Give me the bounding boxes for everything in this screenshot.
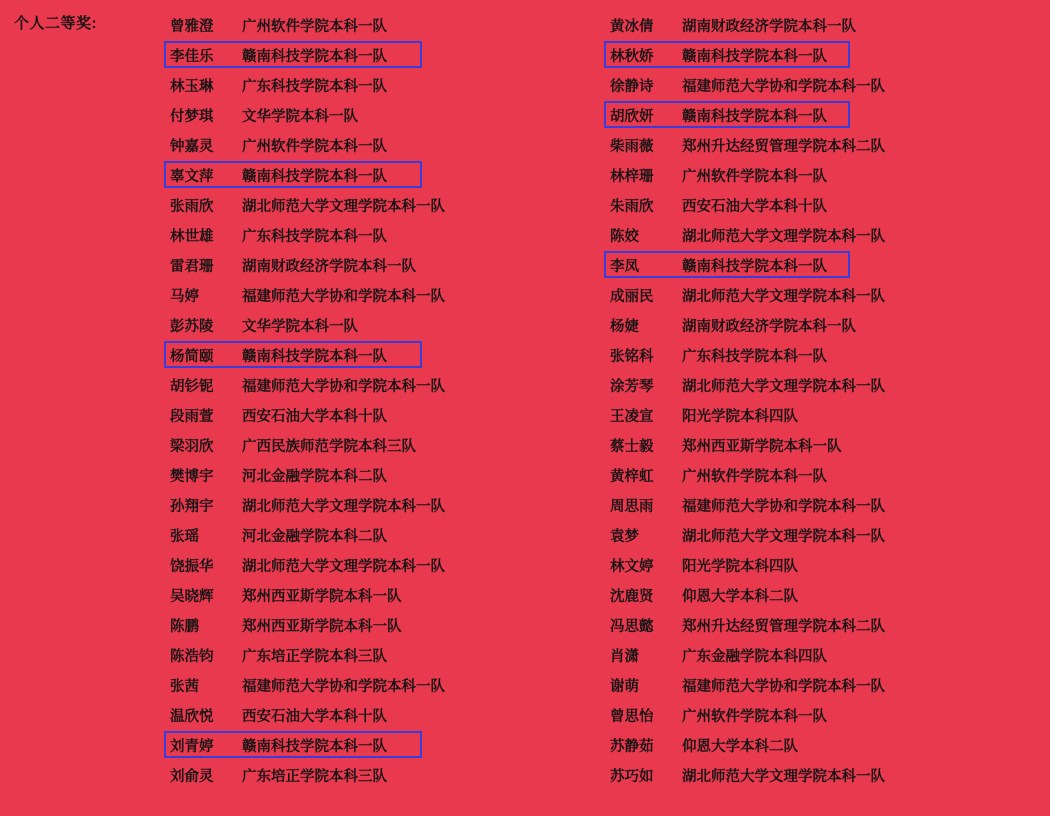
award-team-name: 广东科技学院本科一队 <box>242 78 387 95</box>
award-winner-name: 饶振华 <box>170 558 214 575</box>
award-winner-name: 付梦琪 <box>170 108 214 125</box>
award-team-name: 湖北师范大学文理学院本科一队 <box>682 288 885 305</box>
award-winner-name: 张茜 <box>170 678 199 695</box>
award-winner-name: 林世雄 <box>170 228 214 245</box>
award-winner-name: 冯思懿 <box>610 618 654 635</box>
award-row <box>600 310 1040 340</box>
award-row <box>600 760 1040 790</box>
award-winner-name: 孙翔宇 <box>170 498 214 515</box>
award-winner-name: 雷君珊 <box>170 258 214 275</box>
award-row <box>600 250 1040 280</box>
award-winner-name: 张瑶 <box>170 528 199 545</box>
award-team-name: 湖北师范大学文理学院本科一队 <box>242 558 445 575</box>
award-row <box>160 610 600 640</box>
award-winner-name: 林文婷 <box>610 558 654 575</box>
award-team-name: 广州软件学院本科一队 <box>682 708 827 725</box>
award-winner-name: 钟嘉灵 <box>170 138 214 155</box>
award-team-name: 广东培正学院本科三队 <box>242 768 387 785</box>
award-team-name: 福建师范大学协和学院本科一队 <box>242 678 445 695</box>
award-team-name: 赣南科技学院本科一队 <box>682 108 827 125</box>
award-winner-name: 刘青婷 <box>170 738 214 755</box>
award-winner-name: 温欣悦 <box>170 708 214 725</box>
award-winner-name: 袁梦 <box>610 528 639 545</box>
award-team-name: 阳光学院本科四队 <box>682 408 798 425</box>
award-team-name: 湖南财政经济学院本科一队 <box>682 18 856 35</box>
award-row <box>600 520 1040 550</box>
award-row <box>160 310 600 340</box>
award-winner-name: 段雨萱 <box>170 408 214 425</box>
award-column-right <box>600 10 1040 790</box>
award-winner-name: 杨简颐 <box>170 348 214 365</box>
award-winner-name: 苏巧如 <box>610 768 654 785</box>
award-team-name: 湖北师范大学文理学院本科一队 <box>682 768 885 785</box>
award-winner-name: 曾思怡 <box>610 708 654 725</box>
award-team-name: 赣南科技学院本科一队 <box>242 48 387 65</box>
award-winner-name: 李佳乐 <box>170 48 214 65</box>
award-winner-name: 肖潇 <box>610 648 639 665</box>
award-winner-name: 梁羽欣 <box>170 438 214 455</box>
award-row <box>600 130 1040 160</box>
award-winner-name: 成丽民 <box>610 288 654 305</box>
award-row <box>160 640 600 670</box>
award-row <box>600 580 1040 610</box>
award-winner-name: 李凤 <box>610 258 639 275</box>
award-winner-name: 杨婕 <box>610 318 639 335</box>
award-team-name: 广东科技学院本科一队 <box>682 348 827 365</box>
award-winner-name: 陈姣 <box>610 228 639 245</box>
award-row <box>160 220 600 250</box>
award-columns <box>160 10 1040 790</box>
award-row <box>600 640 1040 670</box>
award-winner-name: 林梓珊 <box>610 168 654 185</box>
award-team-name: 广州软件学院本科一队 <box>682 168 827 185</box>
award-row <box>160 730 600 760</box>
award-team-name: 赣南科技学院本科一队 <box>242 738 387 755</box>
award-winner-name: 林秋娇 <box>610 48 654 65</box>
award-row <box>600 340 1040 370</box>
award-winner-name: 张铭科 <box>610 348 654 365</box>
award-team-name: 郑州西亚斯学院本科一队 <box>242 618 402 635</box>
award-team-name: 广东科技学院本科一队 <box>242 228 387 245</box>
award-team-name: 文华学院本科一队 <box>242 108 358 125</box>
award-column-left <box>160 10 600 790</box>
award-row <box>600 220 1040 250</box>
award-row <box>600 670 1040 700</box>
award-winner-name: 沈鹿贤 <box>610 588 654 605</box>
award-winner-name: 陈鹏 <box>170 618 199 635</box>
award-row <box>600 610 1040 640</box>
award-winner-name: 苏静茹 <box>610 738 654 755</box>
award-row <box>160 580 600 610</box>
award-winner-name: 黄梓虹 <box>610 468 654 485</box>
award-team-name: 仰恩大学本科二队 <box>682 738 798 755</box>
award-row <box>160 430 600 460</box>
award-winner-name: 张雨欣 <box>170 198 214 215</box>
award-team-name: 湖北师范大学文理学院本科一队 <box>242 498 445 515</box>
award-winner-name: 谢萌 <box>610 678 639 695</box>
award-team-name: 西安石油大学本科十队 <box>242 708 387 725</box>
award-team-name: 郑州西亚斯学院本科一队 <box>682 438 842 455</box>
award-winner-name: 彭苏陵 <box>170 318 214 335</box>
award-row <box>600 100 1040 130</box>
award-team-name: 西安石油大学本科十队 <box>242 408 387 425</box>
award-row <box>160 670 600 700</box>
award-row <box>600 370 1040 400</box>
award-row <box>600 460 1040 490</box>
award-winner-name: 林玉琳 <box>170 78 214 95</box>
award-team-name: 郑州升达经贸管理学院本科二队 <box>682 138 885 155</box>
award-row <box>600 70 1040 100</box>
award-row <box>160 130 600 160</box>
award-team-name: 广西民族师范学院本科三队 <box>242 438 416 455</box>
award-row <box>160 160 600 190</box>
award-winner-name: 吴晓辉 <box>170 588 214 605</box>
award-winner-name: 徐静诗 <box>610 78 654 95</box>
award-row <box>160 10 600 40</box>
award-team-name: 仰恩大学本科二队 <box>682 588 798 605</box>
award-winner-name: 刘俞灵 <box>170 768 214 785</box>
award-row <box>160 460 600 490</box>
award-team-name: 福建师范大学协和学院本科一队 <box>682 678 885 695</box>
award-winner-name: 胡欣妍 <box>610 108 654 125</box>
award-row <box>600 160 1040 190</box>
award-team-name: 福建师范大学协和学院本科一队 <box>242 288 445 305</box>
award-team-name: 湖北师范大学文理学院本科一队 <box>682 228 885 245</box>
award-row <box>600 550 1040 580</box>
award-team-name: 广州软件学院本科一队 <box>242 18 387 35</box>
award-row <box>160 370 600 400</box>
award-winner-name: 周思雨 <box>610 498 654 515</box>
award-team-name: 湖北师范大学文理学院本科一队 <box>242 198 445 215</box>
award-team-name: 郑州西亚斯学院本科一队 <box>242 588 402 605</box>
award-row <box>160 490 600 520</box>
award-row <box>600 190 1040 220</box>
award-team-name: 湖北师范大学文理学院本科一队 <box>682 378 885 395</box>
award-team-name: 湖南财政经济学院本科一队 <box>242 258 416 275</box>
award-row <box>160 100 600 130</box>
award-team-name: 福建师范大学协和学院本科一队 <box>242 378 445 395</box>
award-team-name: 广东培正学院本科三队 <box>242 648 387 665</box>
award-team-name: 湖南财政经济学院本科一队 <box>682 318 856 335</box>
award-team-name: 广州软件学院本科一队 <box>682 468 827 485</box>
award-row <box>160 400 600 430</box>
award-team-name: 河北金融学院本科二队 <box>242 528 387 545</box>
award-winner-name: 黄冰倩 <box>610 18 654 35</box>
award-row <box>600 280 1040 310</box>
award-winner-name: 胡钐铌 <box>170 378 214 395</box>
award-row <box>160 280 600 310</box>
award-team-name: 阳光学院本科四队 <box>682 558 798 575</box>
award-row <box>600 40 1040 70</box>
award-row <box>160 190 600 220</box>
award-winner-name: 曾雅澄 <box>170 18 214 35</box>
award-row <box>600 400 1040 430</box>
award-row <box>160 520 600 550</box>
award-team-name: 赣南科技学院本科一队 <box>682 258 827 275</box>
award-team-name: 赣南科技学院本科一队 <box>242 348 387 365</box>
award-row <box>160 250 600 280</box>
award-winner-name: 马婷 <box>170 288 199 305</box>
award-winner-name: 涂芳琴 <box>610 378 654 395</box>
award-team-name: 西安石油大学本科十队 <box>682 198 827 215</box>
award-team-name: 广东金融学院本科四队 <box>682 648 827 665</box>
award-winner-name: 辜文萍 <box>170 168 214 185</box>
award-winner-name: 樊博宇 <box>170 468 214 485</box>
award-team-name: 福建师范大学协和学院本科一队 <box>682 78 885 95</box>
award-team-name: 福建师范大学协和学院本科一队 <box>682 498 885 515</box>
award-row <box>160 760 600 790</box>
award-team-name: 文华学院本科一队 <box>242 318 358 335</box>
award-row <box>160 40 600 70</box>
award-team-name: 广州软件学院本科一队 <box>242 138 387 155</box>
award-winner-name: 陈浩钧 <box>170 648 214 665</box>
award-row <box>160 70 600 100</box>
award-row <box>600 730 1040 760</box>
award-row <box>600 700 1040 730</box>
award-team-name: 赣南科技学院本科一队 <box>682 48 827 65</box>
award-row <box>600 10 1040 40</box>
section-label: 个人二等奖: <box>14 15 97 32</box>
award-row <box>160 340 600 370</box>
award-row <box>160 700 600 730</box>
award-row <box>600 430 1040 460</box>
award-team-name: 郑州升达经贸管理学院本科二队 <box>682 618 885 635</box>
award-row <box>600 490 1040 520</box>
award-row <box>160 550 600 580</box>
award-team-name: 湖北师范大学文理学院本科一队 <box>682 528 885 545</box>
award-winner-name: 蔡士毅 <box>610 438 654 455</box>
award-winner-name: 朱雨欣 <box>610 198 654 215</box>
award-winner-name: 柴雨薇 <box>610 138 654 155</box>
award-winner-name: 王凌宣 <box>610 408 654 425</box>
award-team-name: 河北金融学院本科二队 <box>242 468 387 485</box>
award-team-name: 赣南科技学院本科一队 <box>242 168 387 185</box>
